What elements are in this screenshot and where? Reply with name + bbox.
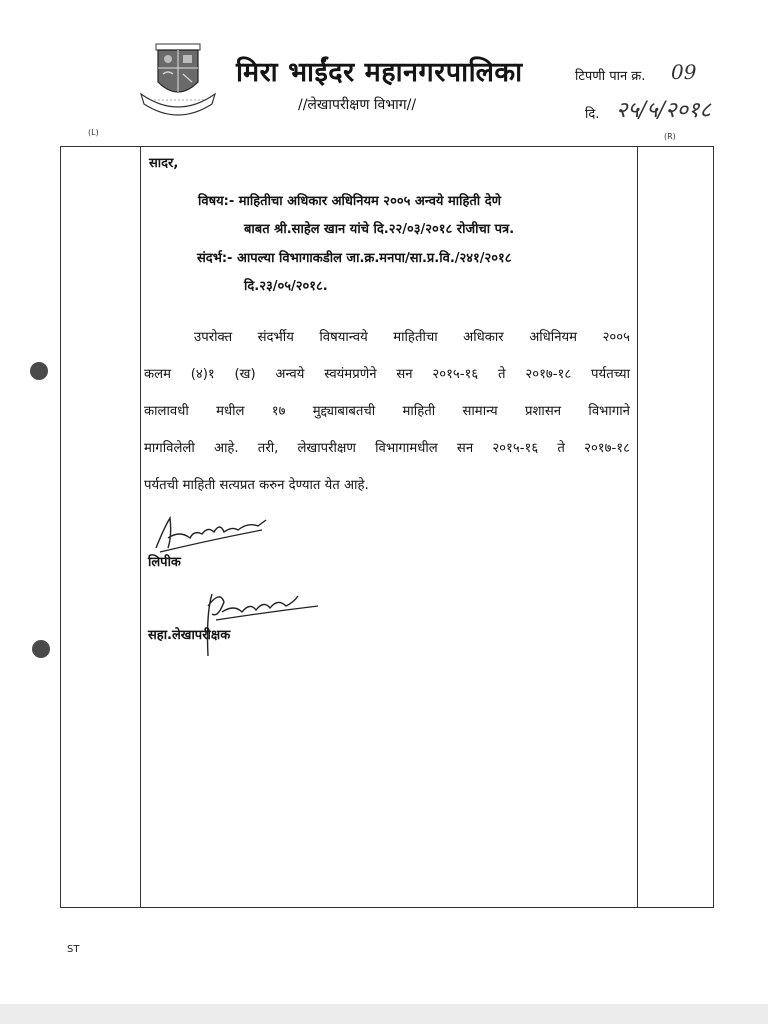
- left-margin-marker: (L): [88, 128, 99, 137]
- right-margin-rule: [637, 146, 638, 908]
- punch-hole-top: [30, 362, 48, 380]
- punch-hole-bottom: [32, 640, 50, 658]
- municipal-seal-emblem: [138, 38, 218, 116]
- handwritten-date: २५/५/२०१८: [616, 98, 711, 123]
- left-margin-rule: [140, 146, 141, 908]
- department-name: //लेखापरीक्षण विभाग//: [298, 97, 417, 113]
- body-line-5: पर्यतची माहिती सत्यप्रत करुन देण्यात येत आहे.: [144, 478, 369, 493]
- organization-name: मिरा भाईंदर महानगरपालिका: [236, 57, 523, 88]
- note-page-number: 09: [671, 60, 697, 84]
- body-line-3: कालावधी मधील १७ मुद्द्याबाबतची माहिती सामान्य प्रशासन विभागाने: [144, 404, 630, 419]
- note-page-label: टिपणी पान क्र.: [575, 69, 646, 84]
- body-line-1: उपरोक्त संदर्भीय विषयान्वये माहितीचा अधिकार अधिनियम २००५: [194, 330, 630, 345]
- body-line-4: मागविलेली आहे. तरी, लेखापरीक्षण विभागामधील सन २०१५-१६ ते २०१७-१८: [144, 441, 630, 456]
- right-margin-marker: (R): [664, 132, 676, 141]
- body-line-2: कलम (४)१ (ख) अन्वये स्वयंमप्रणेने सन २०१५-१६ ते २०१७-१८ पर्यतच्या: [144, 367, 630, 382]
- reference-line-2: दि.२३/०५/२०१८.: [244, 279, 328, 294]
- footer-mark: ST: [67, 944, 80, 955]
- assistant-auditor-signature: [198, 584, 328, 660]
- clerk-signature: [150, 508, 280, 558]
- signatory-assistant-auditor-title: सहा.लेखापरीक्षक: [148, 628, 231, 643]
- signatory-clerk-title: लिपीक: [148, 555, 181, 570]
- subject-line-1: विषय:- माहितीचा अधिकार अधिनियम २००५ अन्वये माहिती देणे: [198, 194, 502, 209]
- reference-line-1: संदर्भ:- आपल्या विभागाकडील जा.क्र.मनपा/सा.प्र.वि./२४१/२०१८: [197, 251, 512, 266]
- date-label: दि.: [585, 107, 600, 122]
- salutation: सादर,: [149, 156, 179, 171]
- subject-line-2: बाबत श्री.साहेल खान यांचे दि.२२/०३/२०१८ रोजीचा पत्र.: [244, 222, 515, 237]
- scan-bottom-edge: [0, 1004, 768, 1024]
